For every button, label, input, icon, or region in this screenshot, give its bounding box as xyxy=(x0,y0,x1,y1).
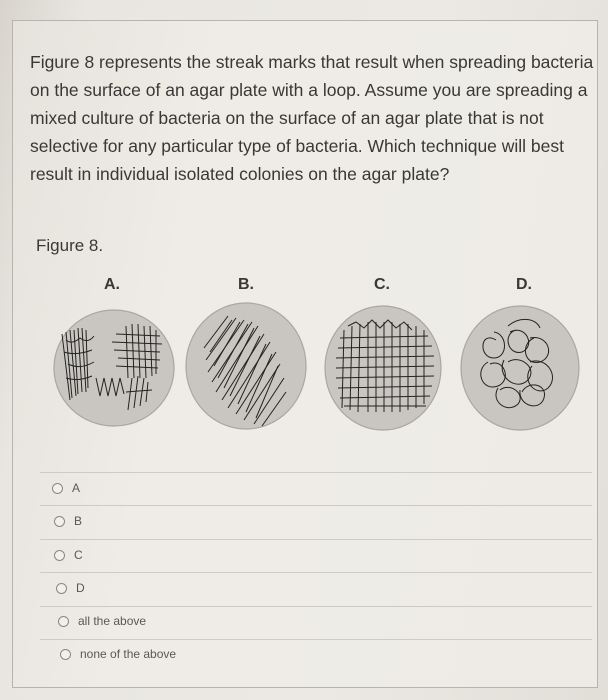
option-divider xyxy=(40,472,592,473)
option-divider xyxy=(40,572,592,573)
option-d[interactable] xyxy=(56,581,85,595)
option-label: none of the above xyxy=(80,647,177,661)
option-all-the-above[interactable] xyxy=(58,614,146,628)
radio-icon[interactable] xyxy=(60,649,71,660)
plate-label-c: C. xyxy=(374,276,390,293)
plate-label-b: B. xyxy=(238,276,254,293)
plate-b xyxy=(186,303,306,429)
plate-a xyxy=(54,310,174,426)
option-label: all the above xyxy=(78,614,147,628)
option-c[interactable] xyxy=(54,548,83,562)
radio-icon[interactable] xyxy=(56,583,67,594)
radio-icon[interactable] xyxy=(54,550,65,561)
radio-icon[interactable] xyxy=(52,483,63,494)
question-text: Figure 8 represents the streak marks that result when spreading bacteria on the surface of an agar plate with a loop. Assume you are spreading a mixed culture of bacteria on the surface of an agar plate that is not selective for any particular type of bacteria. Which technique will best result in individual isolated colonies on the agar plate? xyxy=(30,52,594,184)
option-divider xyxy=(40,505,592,506)
plate-label-d: D. xyxy=(516,276,532,293)
option-b[interactable] xyxy=(54,514,82,528)
plate-c xyxy=(325,306,441,430)
option-divider xyxy=(40,539,592,540)
option-divider xyxy=(40,639,592,640)
option-divider xyxy=(40,606,592,607)
option-a[interactable] xyxy=(52,481,80,495)
plate-d xyxy=(461,306,579,430)
option-none-of-the-above[interactable] xyxy=(60,647,176,661)
radio-icon[interactable] xyxy=(54,516,65,527)
option-label: D xyxy=(76,581,85,595)
figure-label: Figure 8. xyxy=(36,236,104,255)
radio-icon[interactable] xyxy=(58,616,69,627)
option-label: A xyxy=(72,481,81,495)
option-label: C xyxy=(74,548,83,562)
plate-label-a: A. xyxy=(104,276,120,293)
option-label: B xyxy=(74,514,83,528)
